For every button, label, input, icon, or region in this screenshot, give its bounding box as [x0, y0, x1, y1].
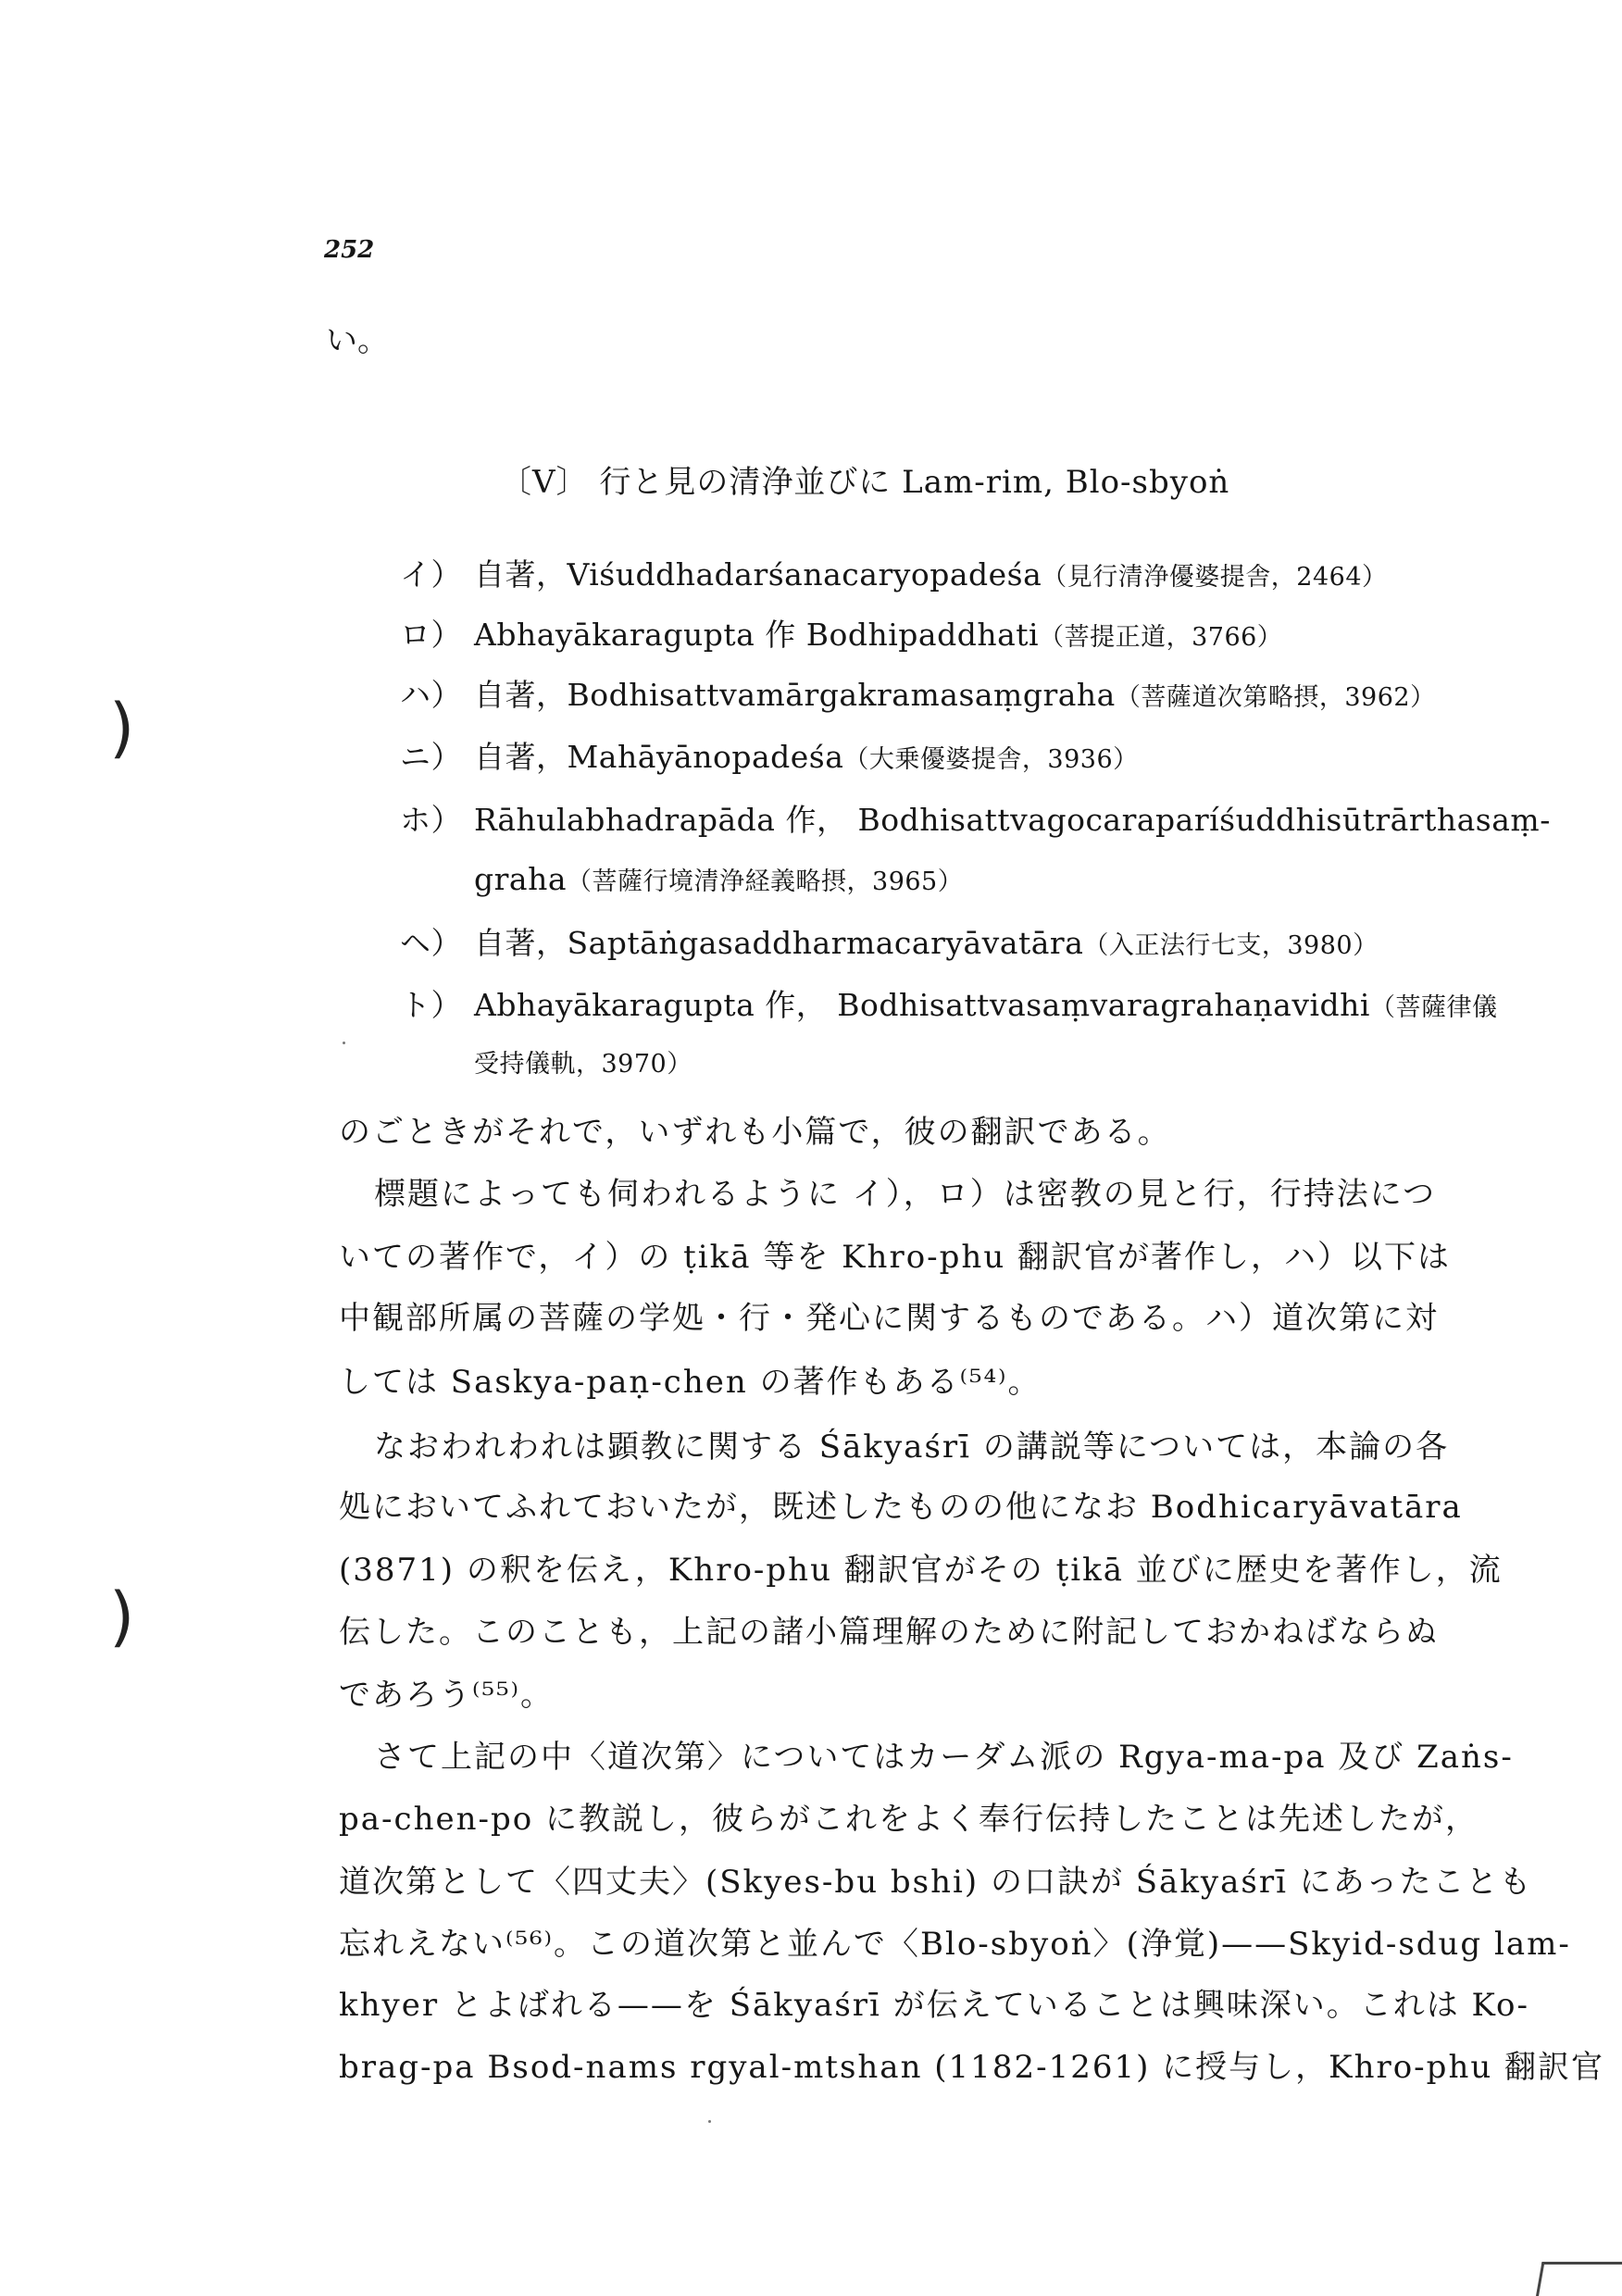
list-marker: ハ） [400, 677, 462, 713]
list-marker: ロ） [400, 617, 462, 653]
list-note: （菩薩律儀 [1369, 993, 1498, 1022]
list-item [474, 1043, 1539, 1079]
list-item [400, 919, 1465, 963]
paragraph-line: brag-pa Bsod-nams rgyal-mtshan (1182-1261) に授与し，Khro-phu 翻訳官 [339, 2049, 1605, 2086]
list-note: （大乗優婆提舎，3936） [843, 745, 1139, 774]
list-item [400, 611, 1465, 655]
list-text: 自著，Viśuddhadarśanacaryopadeśa [474, 556, 1042, 593]
list-item [400, 671, 1465, 715]
list-text: 自著，Mahāyānopadeśa [474, 739, 844, 775]
list-note: （見行清浄優婆提舎，2464） [1042, 563, 1388, 592]
paragraph-line: なおわれわれは顕教に関する Śākyaśrī の講説等については，本論の各 [374, 1429, 1450, 1466]
paragraph-line: であろう⁽⁵⁵⁾。 [339, 1677, 554, 1714]
scan-speck [708, 2120, 711, 2123]
list-note: （入正法行七支，3980） [1083, 931, 1379, 960]
binding-mark: ) [109, 1578, 135, 1654]
paragraph-line: 処においてふれておいたが，既述したものの他になお Bodhicaryāvatāra [339, 1489, 1463, 1526]
paragraph-line: のごときがそれで，いずれも小篇で，彼の翻訳である。 [339, 1114, 1171, 1151]
paragraph-line: 標題によっても伺われるように イ），ロ）は密教の見と行，行持法につ [374, 1176, 1437, 1213]
paragraph-line: 伝した。このことも，上記の諸小篇理解のために附記しておかねばならぬ [339, 1614, 1439, 1651]
binding-mark: ) [109, 690, 135, 766]
list-text: 自著，Bodhisattvamārgakramasaṃgraha [474, 677, 1116, 713]
paragraph-line: 忘れえない⁽⁵⁶⁾。この道次第と並んで〈Blo-sbyoṅ〉(浄覚)——Skyid-sdug lam- [339, 1926, 1571, 1963]
list-note: （菩薩道次第略摂，3962） [1115, 683, 1436, 712]
paragraph-line: (3871) の釈を伝え，Khro-phu 翻訳官がその ṭikā 並びに歴史を著作し，流 [339, 1552, 1503, 1589]
list-text: Abhayākaragupta 作， Bodhisattvasaṃvaragrahaṇavidhi [474, 987, 1370, 1023]
list-marker: ホ） [400, 802, 462, 838]
list-note: 受持儀軌，3970） [474, 1050, 692, 1079]
list-text: 自著，Saptāṅgasaddharmacaryāvatāra [474, 925, 1084, 961]
page-number: 252 [324, 236, 375, 264]
list-item [474, 861, 1539, 897]
list-item [400, 733, 1465, 777]
continuation-text: い。 [326, 322, 389, 359]
list-item [400, 981, 1498, 1025]
paragraph-line: しては Saskya-paṇ-chen の著作もある⁽⁵⁴⁾。 [339, 1364, 1042, 1401]
paragraph-line: さて上記の中〈道次第〉についてはカーダム派の Rgya-ma-pa 及び Zaṅs- [374, 1739, 1514, 1776]
list-item [400, 551, 1465, 594]
list-marker: イ） [400, 556, 462, 593]
list-marker: ヘ） [400, 925, 462, 961]
paragraph-line: pa-chen-po に教説し，彼らがこれをよく奉行伝持したことは先述したが， [339, 1801, 1479, 1838]
list-item [400, 796, 1551, 840]
list-text: Abhayākaragupta 作 Bodhipaddhati [474, 617, 1040, 653]
list-text: graha [474, 861, 568, 897]
scan-speck [343, 1042, 345, 1044]
paragraph-line: いての著作で，イ）の ṭikā 等を Khro-phu 翻訳官が著作し，ハ）以下は [339, 1239, 1452, 1276]
list-note: （菩薩行境清浄経義略摂，3965） [567, 867, 964, 896]
list-note: （菩提正道，3766） [1039, 623, 1283, 652]
section-heading: 〔V〕 行と見の清浄並びに Lam-rim, Blo-sbyoṅ [500, 464, 1230, 501]
paragraph-line: 道次第として〈四丈夫〉(Skyes-bu bshi) の口訣が Śākyaśrī にあったことも [339, 1864, 1533, 1901]
paragraph-line: khyer とよばれる——を Śākyaśrī が伝えていることは興味深い。これは Ko- [339, 1987, 1529, 2024]
paragraph-line: 中観部所属の菩薩の学処・行・発心に関するものである。ハ）道次第に対 [339, 1300, 1439, 1337]
page-corner-fold [1536, 2262, 1622, 2296]
list-marker: ト） [400, 987, 462, 1023]
list-text: Rāhulabhadrapāda 作， Bodhisattvagocaraparíśuddhisūtrārthasaṃ- [474, 802, 1551, 838]
list-marker: ニ） [400, 739, 462, 775]
